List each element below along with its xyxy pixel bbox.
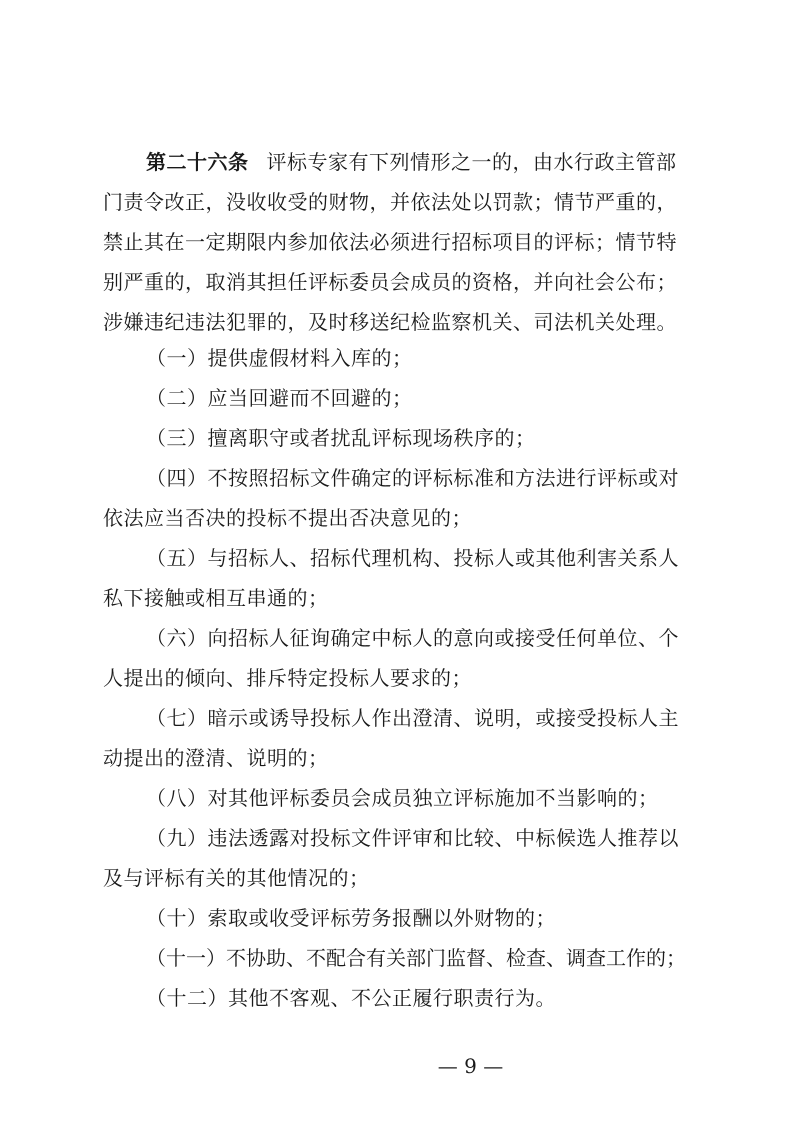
- list-item-1: （一）提供虚假材料入库的；: [146, 346, 413, 370]
- list-item-9-cont: 及与评标有关的其他情况的；: [103, 866, 370, 890]
- list-item-7-cont: 动提出的澄清、说明的；: [103, 746, 329, 770]
- article-number: 第二十六条: [146, 150, 249, 174]
- article-text-line: 门责令改正，没收收受的财物，并依法处以罚款；情节严重的，: [103, 190, 677, 214]
- article-text-line: 禁止其在一定期限内参加依法必须进行招标项目的评标；情节特: [103, 230, 677, 254]
- list-item-10: （十）索取或收受评标劳务报酬以外财物的；: [146, 906, 556, 930]
- list-item-11: （十一）不协助、不配合有关部门监督、检查、调查工作的；: [146, 946, 686, 970]
- list-item-8: （八）对其他评标委员会成员独立评标施加不当影响的；: [146, 786, 659, 810]
- list-item-12: （十二）其他不客观、不公正履行职责行为。: [146, 986, 556, 1010]
- list-item-5: （五）与招标人、招标代理机构、投标人或其他利害关系人: [146, 546, 679, 570]
- article-text-line: 涉嫌违纪违法犯罪的，及时移送纪检监察机关、司法机关处理。: [103, 310, 677, 334]
- list-item-2: （二）应当回避而不回避的；: [146, 386, 413, 410]
- list-item-5-cont: 私下接触或相互串通的；: [103, 586, 329, 610]
- list-item-4-cont: 依法应当否决的投标不提出否决意见的；: [103, 506, 472, 530]
- list-item-9: （九）违法透露对投标文件评审和比较、中标候选人推荐以: [146, 826, 679, 850]
- list-item-4: （四）不按照招标文件确定的评标标准和方法进行评标或对: [146, 466, 679, 490]
- list-item-7: （七）暗示或诱导投标人作出澄清、说明，或接受投标人主: [146, 706, 679, 730]
- list-item-6-cont: 人提出的倾向、排斥特定投标人要求的；: [103, 666, 472, 690]
- article-first-line: [146, 148, 746, 176]
- list-item-6: （六）向招标人征询确定中标人的意向或接受任何单位、个: [146, 626, 679, 650]
- article-text-line: 评标专家有下列情形之一的，由水行政主管部: [266, 150, 677, 174]
- page-number: — 9 —: [437, 1054, 504, 1078]
- article-text-line: 别严重的，取消其担任评标委员会成员的资格，并向社会公布；: [103, 270, 677, 294]
- list-item-3: （三）擅离职守或者扰乱评标现场秩序的；: [146, 426, 536, 450]
